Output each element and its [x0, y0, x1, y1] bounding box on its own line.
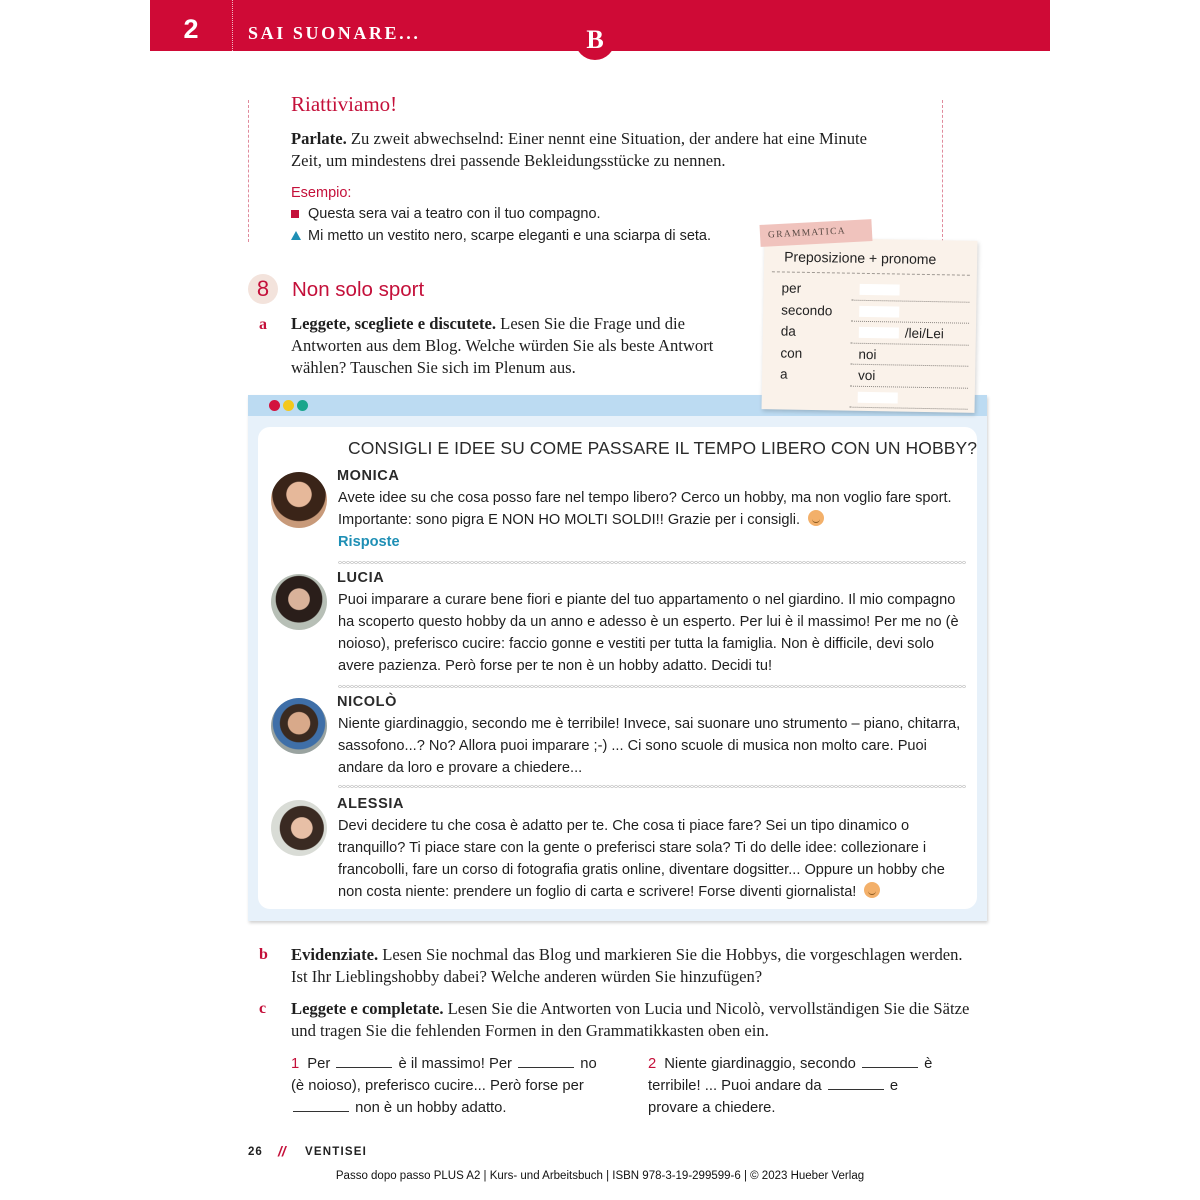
preposition: secondo: [781, 301, 833, 318]
page-number: 26: [248, 1146, 263, 1158]
avatar-monica: [271, 472, 327, 528]
task-text: Lesen Sie die Frage und die Antworten aus dem Blog. Welche würden Sie als beste Antwort wählen? Tauschen Sie sich im Plenum aus.: [291, 314, 714, 377]
example-text: Questa sera vai a teatro con il tuo compagno.: [308, 206, 601, 222]
pronoun: noi: [858, 346, 877, 362]
post-separator: [338, 560, 966, 565]
avatar-nicolo: [271, 698, 327, 754]
grammar-title: Preposizione + pronome: [784, 248, 937, 268]
exercise-item-number: 1: [291, 1056, 300, 1072]
chapter-number: 2: [183, 14, 199, 44]
grammar-row: [762, 385, 975, 410]
post-separator: [338, 784, 966, 789]
riattiviamo-left-border: [248, 100, 249, 242]
copyright-line: Passo dopo passo PLUS A2 | Kurs- und Arbeitsbuch | ISBN 978-3-19-299599-6 | © 2023 Hueber Verlag: [335, 1170, 865, 1182]
blank-field[interactable]: [518, 1054, 574, 1068]
avatar-lucia: [271, 574, 327, 630]
blank-field[interactable]: [859, 305, 899, 317]
post-author: NICOLÒ: [337, 694, 397, 710]
post-message: Devi decidere tu che cosa è adatto per te. Che cosa ti piace fare? Sei un tipo dinamico o tranquillo? Ti piace stare con la gente o preferisci stare sola? Ti do delle idee: collezionare i francobolli, fare un corso di fotografia gratis online, diventare dogsitter... Oppure un hobby che non costa niente: prendere un foglio di carta e scrivere! Forse diventi giornalista!: [338, 818, 945, 900]
window-dot-red: [269, 400, 280, 411]
blog-panel: [258, 427, 977, 909]
triangle-bullet-icon: [291, 231, 301, 240]
task-text: Lesen Sie nochmal das Blog und markieren Sie die Hobbys, die vorgeschlagen werden. Ist Ihr Lieblingshobby dabei? Welche anderen würden Sie hinzufügen?: [291, 945, 963, 986]
task-text: Lesen Sie die Antworten von Lucia und Nicolò, vervollständigen Sie die Sätze und tragen Sie die fehlenden Formen in den Grammatikkasten oben ein.: [291, 999, 970, 1040]
task-keyword: Leggete e completate.: [291, 999, 444, 1018]
answer-line: [851, 322, 969, 346]
exercise-text: non è un hobby adatto.: [355, 1100, 507, 1116]
answer-line: [850, 343, 968, 367]
avatar-alessia: [271, 800, 327, 856]
task-instruction: [291, 998, 971, 1042]
grammar-title-underline: [772, 268, 970, 275]
exercise-text: no (è noioso), preferisco cucire... Però forse per: [291, 1056, 597, 1094]
post-message: Avete idee su che cosa posso fare nel tempo libero? Cerco un hobby, ma non voglio fare sport. Importante: sono pigra E NON HO MOLTI SOLDI!! Grazie per i consigli.: [338, 490, 952, 528]
pronoun: voi: [857, 367, 876, 384]
fill-in-exercise-2: [648, 1053, 948, 1119]
task-instruction: [291, 313, 731, 379]
blank-field[interactable]: [293, 1098, 349, 1112]
page-separator: //: [278, 1143, 286, 1159]
task-instruction: [291, 944, 971, 988]
square-bullet-icon: [291, 210, 299, 218]
blank-field[interactable]: [336, 1054, 392, 1068]
answer-line: [850, 365, 968, 389]
riattiviamo-title: Riattiviamo!: [291, 92, 398, 116]
post-text: [338, 815, 968, 903]
exercise-text: Niente giardinaggio, secondo: [664, 1056, 856, 1072]
blank-field[interactable]: [859, 327, 899, 339]
blank-field[interactable]: [860, 284, 900, 296]
answer-line: [851, 300, 969, 324]
post-text: Puoi imparare a curare bene fiori e piante del tuo appartamento o nel giardino. Il mio compagno ha scoperto questo hobby da un anno e adesso è un esperto. Per lui è il massimo! Per me no (è noioso), preferisco cucire: faccio gonne e vestiti per tutta la famiglia. Non è difficile, devi solo avere pazienza. Però forse per te non è un hobby adatto. Decidi tu!: [338, 592, 959, 674]
post-author: ALESSIA: [337, 796, 405, 812]
blog-window: [248, 395, 987, 921]
riattiviamo-instruction: [291, 128, 881, 171]
window-dot-green: [297, 400, 308, 411]
replies-link[interactable]: Risposte: [338, 534, 400, 550]
blog-question: CONSIGLI E IDEE SU COME PASSARE IL TEMPO LIBERO CON UN HOBBY?: [348, 438, 978, 458]
blank-field[interactable]: [858, 391, 898, 403]
exercise-number: 8: [248, 274, 278, 304]
post-text: Niente giardinaggio, secondo me è terribile! Invece, sai suonare uno strumento – piano, chitarra, sassofono...? No? Allora puoi imparare ;-) ... Ci sono scuole di musica non molto care. Puoi andare da loro e provare a chiedere...: [338, 716, 961, 776]
example-label: Esempio:: [291, 185, 352, 201]
section-badge: B: [575, 20, 615, 60]
example-line: [291, 228, 711, 244]
example-text: Mi metto un vestito nero, scarpe eleganti e una sciarpa di seta.: [308, 228, 711, 244]
exercise-item-number: 2: [648, 1056, 657, 1072]
preposition: a: [780, 366, 788, 382]
exercise-text: e provare a chiedere.: [648, 1078, 899, 1116]
blank-field[interactable]: [828, 1076, 884, 1090]
page-number-word: VENTISEI: [305, 1146, 368, 1158]
exercise-text: Per: [307, 1056, 331, 1072]
post-author: MONICA: [337, 468, 400, 484]
fill-in-exercise-1: [291, 1053, 601, 1119]
header-divider: [232, 0, 233, 51]
instruction-text: Zu zweit abwechselnd: Einer nennt eine Situation, der andere hat eine Minute Zeit, um mindestens drei passende Bekleidungsstücke zu nennen.: [291, 129, 867, 170]
task-keyword: Evidenziate.: [291, 945, 379, 964]
exercise-text: è terribile! ... Puoi andare da: [648, 1056, 933, 1094]
chapter-title: SAI SUONARE...: [248, 23, 421, 43]
exercise-text: è il massimo! Per: [398, 1056, 512, 1072]
post-separator: [338, 684, 966, 689]
exercise-title: Non solo sport: [292, 278, 425, 301]
riattiviamo-right-border: [942, 100, 943, 242]
grammar-table: [762, 277, 977, 410]
answer-line: [851, 279, 969, 303]
task-letter: b: [259, 946, 268, 963]
smiley-icon: [864, 882, 880, 898]
example-line: [291, 206, 601, 222]
pronoun: /lei/Lei: [904, 325, 945, 342]
grammar-box: [762, 237, 978, 413]
answer-line: [850, 386, 968, 410]
grammatica-tag: GRAMMATICA: [760, 219, 873, 247]
task-keyword: Leggete, scegliete e discutete.: [291, 314, 497, 333]
window-dot-yellow: [283, 400, 294, 411]
post-text: [338, 487, 968, 553]
task-letter: c: [259, 1000, 267, 1017]
smiley-icon: [808, 510, 824, 526]
task-letter: a: [259, 316, 267, 333]
preposition: con: [780, 344, 803, 361]
instruction-keyword: Parlate.: [291, 129, 347, 148]
preposition: per: [781, 280, 802, 296]
blank-field[interactable]: [862, 1054, 918, 1068]
post-author: LUCIA: [337, 570, 385, 586]
preposition: da: [780, 323, 797, 339]
